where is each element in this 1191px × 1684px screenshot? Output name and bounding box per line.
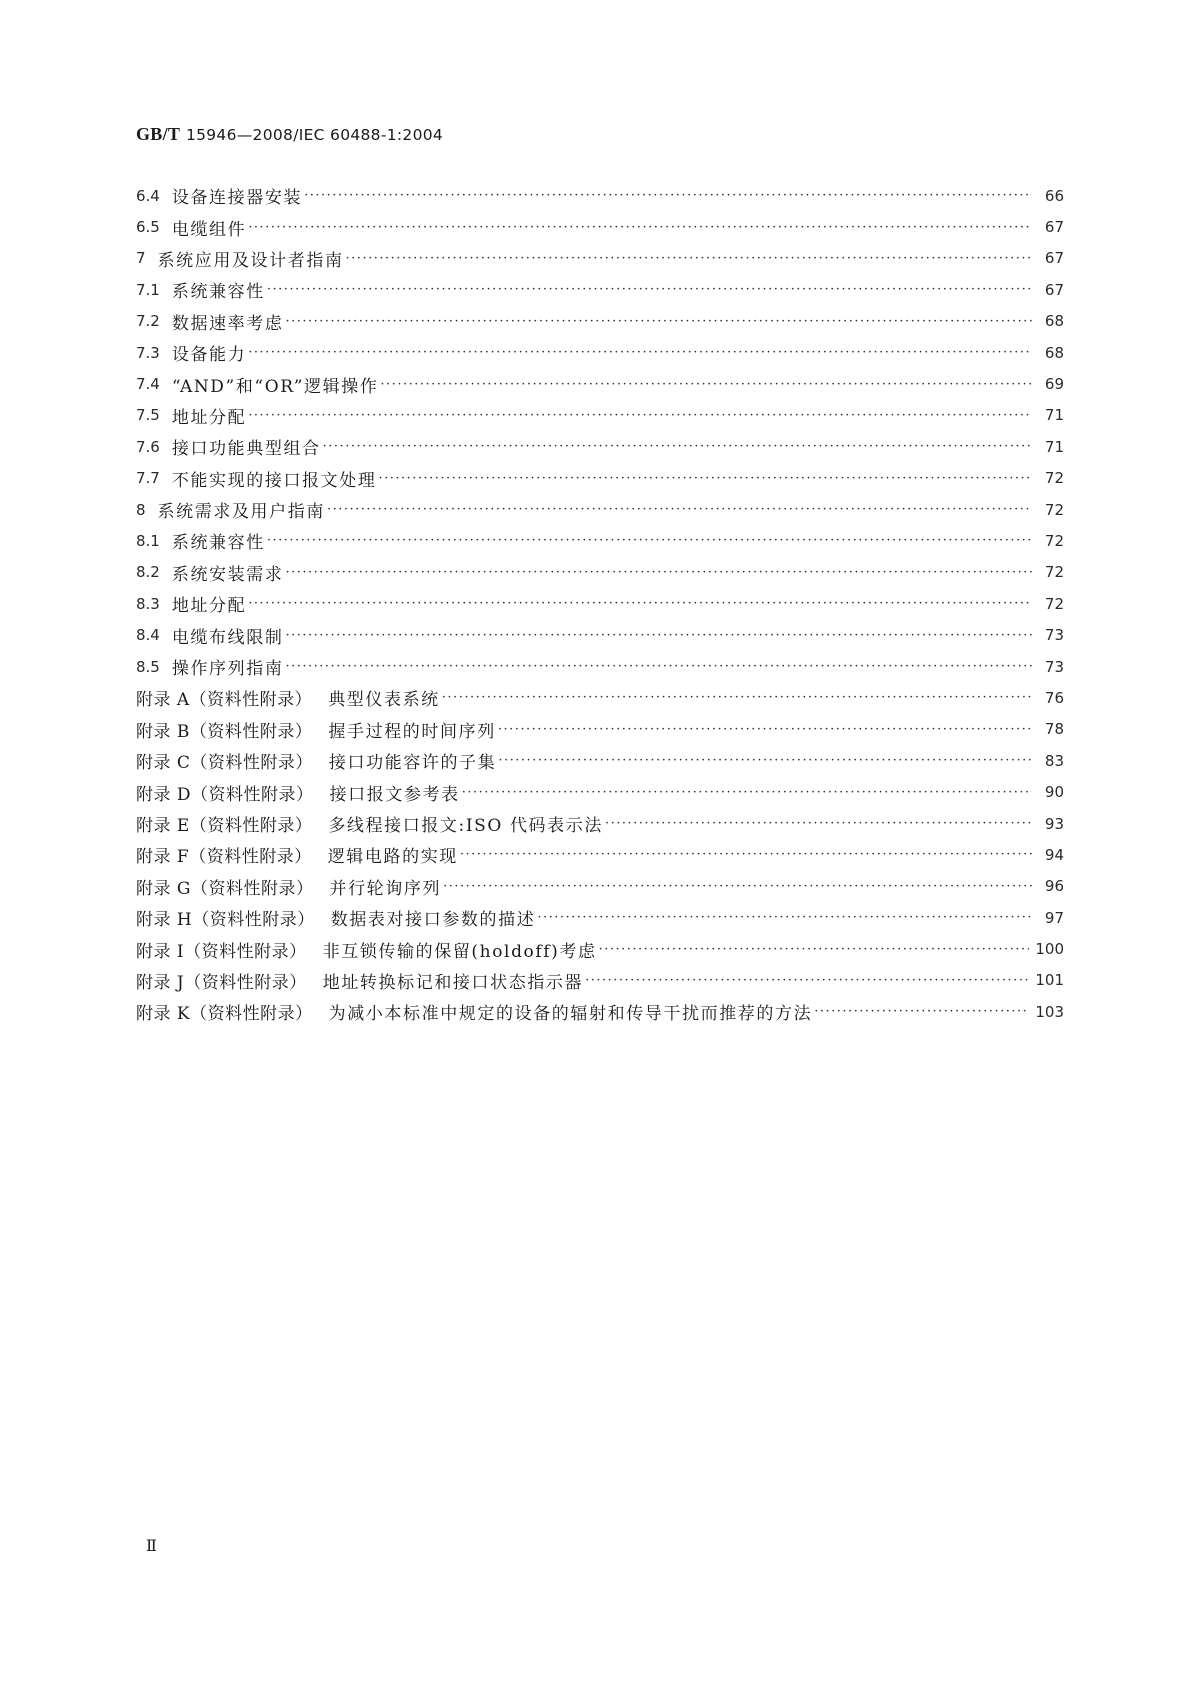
toc-page: 73 [1044,657,1064,676]
toc-page: 72 [1044,563,1064,582]
toc-page: 72 [1044,531,1064,550]
toc-entry-6-4[interactable] [136,180,1064,211]
toc-title: “AND”和“OR”逻辑操作 [171,376,379,397]
toc-page: 72 [1044,469,1064,488]
leader-dots [285,315,1032,328]
toc-number: 8.2 [136,563,160,582]
toc-number: 8.4 [136,626,160,645]
toc-page: 78 [1044,720,1064,739]
toc-entry-appendix-f[interactable] [136,839,1064,870]
leader-dots [285,629,1032,642]
appendix-label: 附录 B（资料性附录） [136,721,313,742]
toc-number: 7.1 [136,280,160,299]
toc-number: 8.5 [136,657,160,676]
leader-dots [327,503,1032,516]
toc-title: 接口功能容许的子集 [328,753,497,774]
toc-entry-appendix-d[interactable] [136,776,1064,807]
appendix-label: 附录 G（资料性附录） [136,878,314,899]
toc-title: 接口报文参考表 [329,784,460,805]
toc-number: 7.4 [136,375,160,394]
toc-page: 68 [1044,312,1064,331]
document-header [136,124,443,145]
leader-dots [378,472,1032,485]
appendix-label: 附录 A（资料性附录） [136,690,313,711]
toc-title: 并行轮询序列 [329,878,442,899]
toc-entry-appendix-h[interactable] [136,902,1064,933]
toc-title: 地址分配 [171,596,247,617]
toc-page: 101 [1035,971,1064,990]
appendix-label: 附录 K（资料性附录） [136,1004,313,1025]
page-number: Ⅱ [146,1538,157,1555]
toc-title: 系统需求及用户指南 [157,502,325,523]
toc-title: 数据速率考虑 [171,313,284,334]
toc-page: 67 [1044,249,1064,268]
toc-number: 6.5 [136,218,160,237]
toc-title: 电缆布线限制 [171,627,284,648]
toc-number: 7.3 [136,343,160,362]
toc-title: 设备能力 [171,345,247,366]
toc-title: 典型仪表系统 [328,690,440,711]
toc-title: 逻辑电路的实现 [327,847,458,868]
toc-number: 8.3 [136,594,160,613]
toc-title: 地址分配 [171,407,247,428]
toc-number: 6.4 [136,186,160,205]
leader-dots [248,409,1032,422]
toc-entry-appendix-g[interactable] [136,871,1064,902]
toc-page: 67 [1044,218,1064,237]
leader-dots [267,283,1032,296]
leader-dots [585,974,1029,987]
toc-title: 不能实现的接口报文处理 [171,470,377,491]
appendix-label: 附录 H（资料性附录） [136,910,315,931]
standard-number: 15946—2008/IEC 60488-1:2004 [185,126,444,144]
leader-dots [814,1005,1029,1018]
toc-title: 多线程接口报文:ISO 代码表示法 [328,816,603,836]
toc-page: 73 [1044,626,1064,645]
toc-entry-8-4[interactable] [136,619,1064,650]
toc-page: 103 [1035,1002,1064,1021]
leader-dots [285,660,1032,673]
leader-dots [285,566,1032,579]
toc-entry-7-7[interactable] [136,463,1064,494]
toc-entry-appendix-b[interactable] [136,714,1064,745]
toc-page: 66 [1044,186,1064,205]
toc-entry-7-4[interactable] [136,368,1064,399]
leader-dots [537,911,1032,924]
toc-entry-7-2[interactable] [136,306,1064,337]
leader-dots [443,880,1032,893]
toc-entry-8-1[interactable] [136,525,1064,556]
toc-entry-7-6[interactable] [136,431,1064,462]
toc-entry-8-5[interactable] [136,651,1064,682]
toc-page: 71 [1044,437,1064,456]
leader-dots [267,534,1032,547]
leader-dots [462,786,1032,799]
toc-entry-7-1[interactable] [136,274,1064,305]
toc-number: 7.2 [136,312,160,331]
toc-page: 90 [1044,783,1064,802]
toc-page: 96 [1044,877,1064,896]
leader-dots [323,440,1032,453]
toc-title: 数据表对接口参数的描述 [330,910,536,931]
table-of-contents [136,180,1064,1028]
toc-title: 系统兼容性 [171,533,265,554]
appendix-label: 附录 I（资料性附录） [136,941,307,962]
toc-number: 7.5 [136,406,160,425]
leader-dots [248,597,1032,610]
toc-title: 系统安装需求 [171,564,284,585]
toc-entry-appendix-a[interactable] [136,682,1064,713]
toc-number: 7.6 [136,437,160,456]
leader-dots [599,943,1030,956]
toc-entry-appendix-e[interactable] [136,808,1064,839]
appendix-label: 附录 E（资料性附录） [136,816,313,836]
toc-entry-6-5[interactable] [136,211,1064,242]
toc-entry-appendix-j[interactable] [136,965,1064,996]
standard-code: GB/T [136,124,181,144]
toc-page: 100 [1035,940,1064,959]
toc-entry-7-5[interactable] [136,400,1064,431]
leader-dots [304,189,1032,202]
toc-entry-appendix-c[interactable] [136,745,1064,776]
toc-entry-appendix-k[interactable] [136,996,1064,1027]
leader-dots [498,723,1032,736]
toc-page: 67 [1044,280,1064,299]
toc-entry-appendix-i[interactable] [136,933,1064,964]
toc-title: 握手过程的时间序列 [328,721,496,742]
leader-dots [248,221,1032,234]
leader-dots [605,817,1032,830]
appendix-label: 附录 J（资料性附录） [136,972,307,993]
toc-page: 76 [1044,688,1064,707]
toc-number: 7 [136,249,146,268]
toc-number: 8 [136,500,146,519]
toc-page: 69 [1044,375,1064,394]
leader-dots [380,378,1032,391]
toc-title: 设备连接器安装 [171,188,303,209]
toc-number: 7.7 [136,469,160,488]
toc-title: 电缆组件 [171,219,247,240]
toc-title: 系统应用及设计者指南 [157,250,344,271]
appendix-label: 附录 D（资料性附录） [136,784,314,805]
toc-page: 97 [1044,908,1064,927]
toc-title: 系统兼容性 [171,282,265,303]
leader-dots [248,346,1032,359]
leader-dots [442,691,1032,704]
leader-dots [346,252,1032,265]
leader-dots [498,754,1032,767]
toc-page: 68 [1044,343,1064,362]
leader-dots [460,848,1032,861]
toc-entry-8-3[interactable] [136,588,1064,619]
toc-title: 为减小本标准中规定的设备的辐射和传导干扰而推荐的方法 [328,1004,813,1025]
toc-entry-7-3[interactable] [136,337,1064,368]
toc-number: 8.1 [136,531,160,550]
appendix-label: 附录 C（资料性附录） [136,753,313,774]
toc-entry-7[interactable] [136,243,1064,274]
toc-entry-8-2[interactable] [136,557,1064,588]
toc-page: 93 [1044,814,1064,833]
toc-page: 71 [1044,406,1064,425]
toc-title: 地址转换标记和接口状态指示器 [322,972,584,993]
toc-title: 操作序列指南 [171,659,284,680]
toc-page: 72 [1044,500,1064,519]
toc-entry-8[interactable] [136,494,1064,525]
toc-page: 72 [1044,594,1064,613]
toc-title: 非互锁传输的保留(holdoff)考虑 [322,941,597,962]
toc-page: 94 [1044,845,1064,864]
appendix-label: 附录 F（资料性附录） [136,847,312,868]
toc-title: 接口功能典型组合 [171,439,321,460]
toc-page: 83 [1044,751,1064,770]
